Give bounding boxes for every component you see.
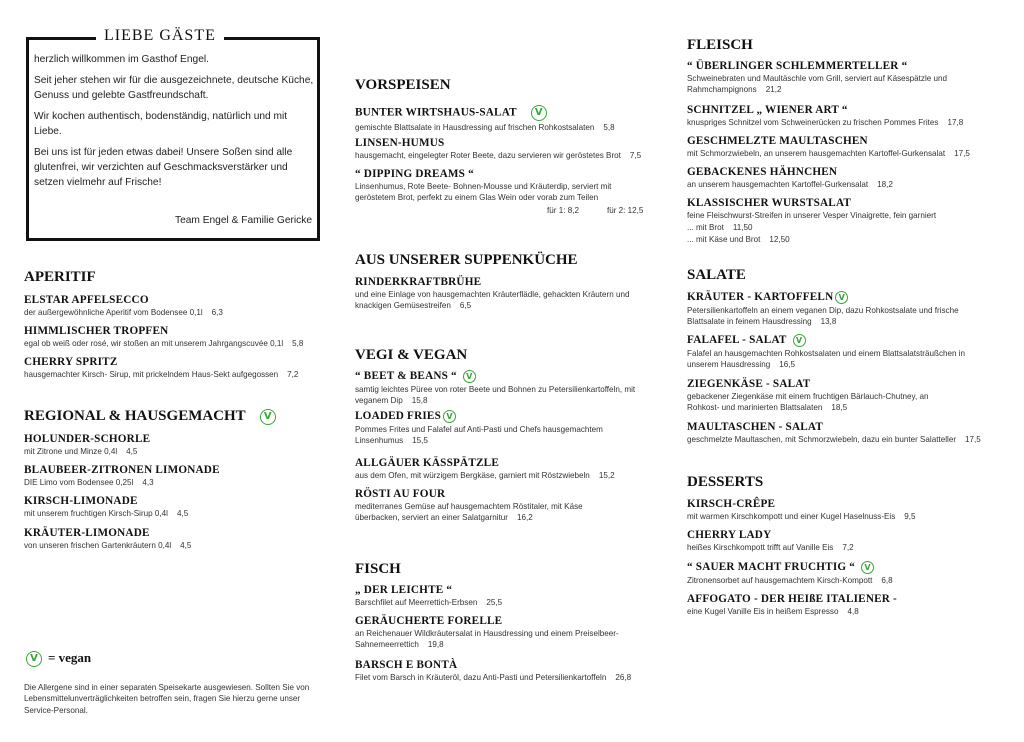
item-price: 5,8 — [603, 123, 615, 132]
menu-item — [24, 495, 188, 519]
item-name: RINDERKRAFTBRÜHE — [355, 276, 482, 288]
item-name: LOADED FRIES — [355, 410, 442, 423]
item-desc: von unseren frischen Gartenkräutern 0,4l — [24, 541, 172, 550]
menu-item — [687, 291, 987, 328]
item-name: KRÄUTER - KARTOFFELN — [687, 291, 834, 304]
item-price: 4,3 — [142, 478, 154, 487]
menu-item — [355, 410, 615, 447]
menu-item — [24, 325, 303, 349]
item-name: GEBACKENES HÄHNCHEN — [687, 166, 838, 178]
item-name: BLAUBEER-ZITRONEN LIMONADE — [24, 464, 220, 476]
section-title-salate: SALATE — [687, 267, 746, 283]
item-desc: hausgemacht, eingelegter Roter Beete, dazu servieren wir geröstetes Brot — [355, 151, 621, 160]
menu-item — [24, 527, 191, 551]
item-name: MAULTASCHEN - SALAT — [687, 421, 823, 433]
item-name: CHERRY LADY — [687, 529, 772, 541]
section-title-text: REGIONAL & HAUSGEMACHT — [24, 408, 246, 424]
menu-item — [687, 498, 1007, 522]
item-price: für 2: 12,5 — [606, 205, 644, 215]
item-price: 15,5 — [412, 436, 428, 446]
item-name: HOLUNDER-SCHORLE — [24, 433, 151, 445]
item-price: 4,5 — [180, 541, 192, 550]
item-desc: mediterranes Gemüse auf hausgemachtem Röstitaler, mit Käse überbacken, serviert an einer Salatgarnitur — [355, 502, 583, 523]
item-price: 13,8 — [820, 317, 837, 327]
item-name: KIRSCH-LIMONADE — [24, 495, 138, 507]
item-desc: Zitronensorbet auf hausgemachtem Kirsch-Kompott — [687, 576, 873, 585]
vegan-icon: V — [531, 105, 547, 121]
item-name: BUNTER WIRTSHAUS-SALAT — [355, 106, 517, 119]
section-title-fleisch: FLEISCH — [687, 37, 753, 53]
menu-item — [687, 561, 1007, 586]
menu-item — [687, 593, 1007, 617]
menu-item — [687, 529, 1007, 553]
menu-item — [355, 457, 655, 481]
item-name: BARSCH E BONTÀ — [355, 659, 458, 671]
item-price: 4,5 — [176, 509, 189, 518]
menu-item — [687, 60, 987, 96]
menu-item — [24, 356, 298, 380]
vegan-icon: V — [793, 334, 806, 347]
item-desc: Pommes Frites und Falafel auf Anti-Pasti und Chefs hausgemachtem Linsenhumus — [355, 425, 603, 446]
legend-label: = vegan — [48, 650, 92, 665]
item-name: LINSEN-HUMUS — [355, 137, 445, 149]
menu-item — [24, 294, 223, 318]
item-desc: der außergewöhnliche Aperitif vom Bodensee 0,1l — [24, 308, 203, 317]
item-price: 5,8 — [292, 339, 304, 348]
item-name: AFFOGATO - DER HEIßE ITALIENER - — [687, 593, 897, 605]
item-name: ELSTAR APFELSECCO — [24, 294, 149, 306]
item-price: 6,8 — [881, 576, 893, 585]
item-desc: Filet vom Barsch in Kräuteröl, dazu Anti-Pasti und Petersilienkartoffeln — [355, 673, 607, 682]
item-price: 7,2 — [842, 543, 854, 552]
item-name: ZIEGENKÄSE - SALAT — [687, 378, 811, 390]
welcome-text — [34, 52, 314, 196]
menu-item — [24, 433, 150, 457]
item-desc: Barschfilet auf Meerrettich-Erbsen — [355, 598, 478, 607]
item-name: SCHNITZEL „ WIENER ART “ — [687, 104, 848, 116]
item-price: 7,5 — [629, 151, 642, 160]
item-option: ... mit Brot — [687, 223, 724, 233]
menu-item — [355, 615, 630, 651]
item-price: 6,5 — [459, 301, 472, 311]
item-name: HIMMLISCHER TROPFEN — [24, 325, 169, 337]
item-desc: mit unserem fruchtigen Kirsch-Sirup 0,4l — [24, 509, 168, 518]
item-desc: hausgemachter Kirsch- Sirup, mit prickelndem Haus-Sekt aufgegossen — [24, 370, 279, 379]
item-price: 26,8 — [615, 673, 632, 682]
item-name: “ DIPPING DREAMS “ — [355, 168, 474, 180]
menu-item — [355, 105, 655, 133]
item-price: 21,2 — [765, 85, 782, 95]
item-price: 17,8 — [947, 118, 964, 127]
item-desc: Linsenhumus, Rote Beete- Bohnen-Mousse und Kräuterdip, serviert mit geröstetem Brot, perfekt zu einem Glas Wein oder vorab zum Teilen — [355, 182, 612, 203]
item-desc: geschmelzte Maultaschen, mit Schmorzwiebeln, dazu ein bunter Salatteller — [687, 435, 957, 444]
vegan-icon: V — [260, 409, 276, 425]
section-title-regional — [24, 408, 276, 425]
item-desc: samtig leichtes Püree von roter Beete und Bohnen zu Petersilienkartoffeln, mit veganem Dip — [355, 385, 636, 406]
menu-item — [687, 166, 1007, 190]
item-desc: DIE Limo vom Bodensee 0,25l — [24, 478, 134, 487]
item-price: 25,5 — [486, 598, 503, 607]
item-price: 7,2 — [287, 370, 299, 379]
menu-item — [687, 378, 962, 414]
item-price: 15,8 — [411, 396, 428, 406]
menu-item — [355, 370, 647, 407]
item-desc: mit Schmorzwiebeln, an unserem hausgemachten Kartoffel-Gurkensalat — [687, 149, 946, 158]
menu-item — [355, 488, 625, 524]
item-desc: Schweinebraten und Maultäschle vom Grill, serviert auf Käsespätzle und Rahmchampignons — [687, 74, 948, 95]
section-title-aperitif: APERITIF — [24, 269, 96, 285]
item-desc: gemischte Blattsalate in Hausdressing auf frischen Rohkostsalaten — [355, 123, 595, 132]
item-name: RÖSTI AU FOUR — [355, 488, 446, 500]
item-price: 9,5 — [904, 512, 916, 521]
item-price: 17,5 — [965, 435, 981, 444]
menu-item — [687, 135, 1007, 159]
menu-item — [687, 197, 1007, 245]
item-desc: eine Kugel Vanille Eis in heißem Espresso — [687, 607, 839, 616]
vegan-icon: V — [861, 561, 874, 574]
item-name: GERÄUCHERTE FORELLE — [355, 615, 503, 627]
item-desc: mit warmen Kirschkompott und einer Kugel Haselnuss-Eis — [687, 512, 896, 521]
menu-item — [355, 168, 645, 216]
item-desc: aus dem Ofen, mit würzigem Bergkäse, garniert mit Röstzwiebeln — [355, 471, 590, 480]
vegan-icon: V — [443, 410, 456, 423]
menu-item — [355, 137, 655, 161]
item-name: FALAFEL - SALAT — [687, 334, 787, 347]
item-desc: an Reichenauer Wildkräutersalat in Hausdressing und einem Preiselbeer-Sahnemeerrettich — [355, 629, 619, 650]
vegan-icon: V — [463, 370, 476, 383]
welcome-line: herzlich willkommen im Gasthof Engel. — [34, 54, 209, 65]
welcome-line: Bei uns ist für jeden etwas dabei! Unsere Soßen sind alle glutenfrei, wir verzichten auf Geschmacksverstärker und setzen vielmehr auf Frische! — [34, 147, 293, 188]
menu-item — [687, 104, 1007, 128]
menu-item — [24, 464, 220, 488]
item-price: 12,50 — [769, 234, 790, 244]
item-price: für 1: 8,2 — [547, 205, 579, 215]
section-title-fisch: FISCH — [355, 561, 401, 577]
item-name: „ DER LEICHTE “ — [355, 584, 453, 596]
item-price: 18,5 — [831, 403, 848, 413]
menu-item — [687, 334, 982, 371]
vegan-legend — [26, 650, 91, 667]
item-name: “ SAUER MACHT FRUCHTIG “ — [687, 561, 856, 574]
item-desc: und eine Einlage von hausgemachten Kräuterflädle, gehackten Kräutern und knackigen Gemüsestreifen — [355, 290, 630, 311]
item-desc: heißes Kirschkompott trifft auf Vanille Eis — [687, 543, 834, 552]
vegan-icon: V — [835, 291, 848, 304]
section-title-desserts: DESSERTS — [687, 474, 764, 490]
item-price: 4,5 — [126, 447, 138, 456]
item-price: 11,50 — [732, 223, 753, 233]
item-desc: feine Fleischwurst-Streifen in unserer Vesper Vinaigrette, fein garniert — [687, 211, 937, 220]
item-desc: knuspriges Schnitzel vom Schweinerücken zu frischen Pommes Frites — [687, 118, 939, 127]
item-name: KLASSISCHER WURSTSALAT — [687, 197, 852, 209]
menu-item — [355, 276, 645, 312]
item-name: ALLGÄUER KÄSSPÄTZLE — [355, 457, 499, 469]
item-name: “ BEET & BEANS “ — [355, 370, 457, 383]
welcome-signature: Team Engel & Familie Gericke — [174, 215, 312, 226]
item-name: GESCHMELZTE MAULTASCHEN — [687, 135, 868, 147]
welcome-line: Wir kochen authentisch, bodenständig, natürlich und mit Liebe. — [34, 111, 288, 137]
item-desc: Petersilienkartoffeln an einem veganen Dip, dazu Rohkostsalate und frische Blattsalate in feinem Hausdressing — [687, 306, 959, 327]
welcome-title: LIEBE GÄSTE — [96, 27, 224, 45]
section-title-vegi: VEGI & VEGAN — [355, 347, 468, 363]
item-name: “ ÜBERLINGER SCHLEMMERTELLER “ — [687, 60, 908, 72]
item-price: 18,2 — [877, 180, 893, 189]
item-desc: Falafel an hausgemachten Rohkostsalaten und einem Blattsalatsträußchen in unserem Hausdressing — [687, 349, 966, 370]
section-title-suppen: AUS UNSERER SUPPENKÜCHE — [355, 252, 578, 268]
item-desc: gebackener Ziegenkäse mit einem fruchtigen Bärlauch-Chutney, an Rohkost- und marinierten Blattsalaten — [687, 392, 929, 413]
item-option: ... mit Käse und Brot — [687, 234, 761, 244]
item-price: 6,3 — [211, 308, 223, 317]
item-name: CHERRY SPRITZ — [24, 356, 118, 368]
item-price: 4,8 — [847, 607, 859, 616]
item-desc: mit Zitrone und Minze 0,4l — [24, 447, 118, 456]
item-name: KRÄUTER-LIMONADE — [24, 527, 150, 539]
item-name: KIRSCH-CRÊPE — [687, 498, 776, 510]
item-price: 16,2 — [516, 513, 533, 523]
item-price: 16,5 — [779, 360, 795, 370]
menu-item — [687, 421, 1007, 445]
item-desc: egal ob weiß oder rosé, wir stoßen an mit unserem Jahrgangscuvée 0,1l — [24, 339, 284, 348]
item-desc: an unserem hausgemachten Kartoffel-Gurkensalat — [687, 180, 869, 189]
welcome-line: Seit jeher stehen wir für die ausgezeichnete, deutsche Küche, Genuss und gelebte Gastfreundschaft. — [34, 75, 314, 101]
item-price: 17,5 — [954, 149, 970, 158]
menu-item — [355, 659, 665, 683]
section-title-vorspeisen: VORSPEISEN — [355, 77, 451, 93]
allergen-note: Die Allergene sind in einer separaten Speisekarte ausgewiesen. Sollten Sie von Lebensmittelunverträglichkeiten betroffen sein, fragen Sie hierzu gerne unser Service-Personal. — [24, 683, 310, 715]
vegan-icon: V — [26, 651, 42, 667]
menu-item — [355, 584, 655, 608]
item-price: 15,2 — [598, 471, 615, 480]
item-price: 19,8 — [427, 640, 444, 650]
